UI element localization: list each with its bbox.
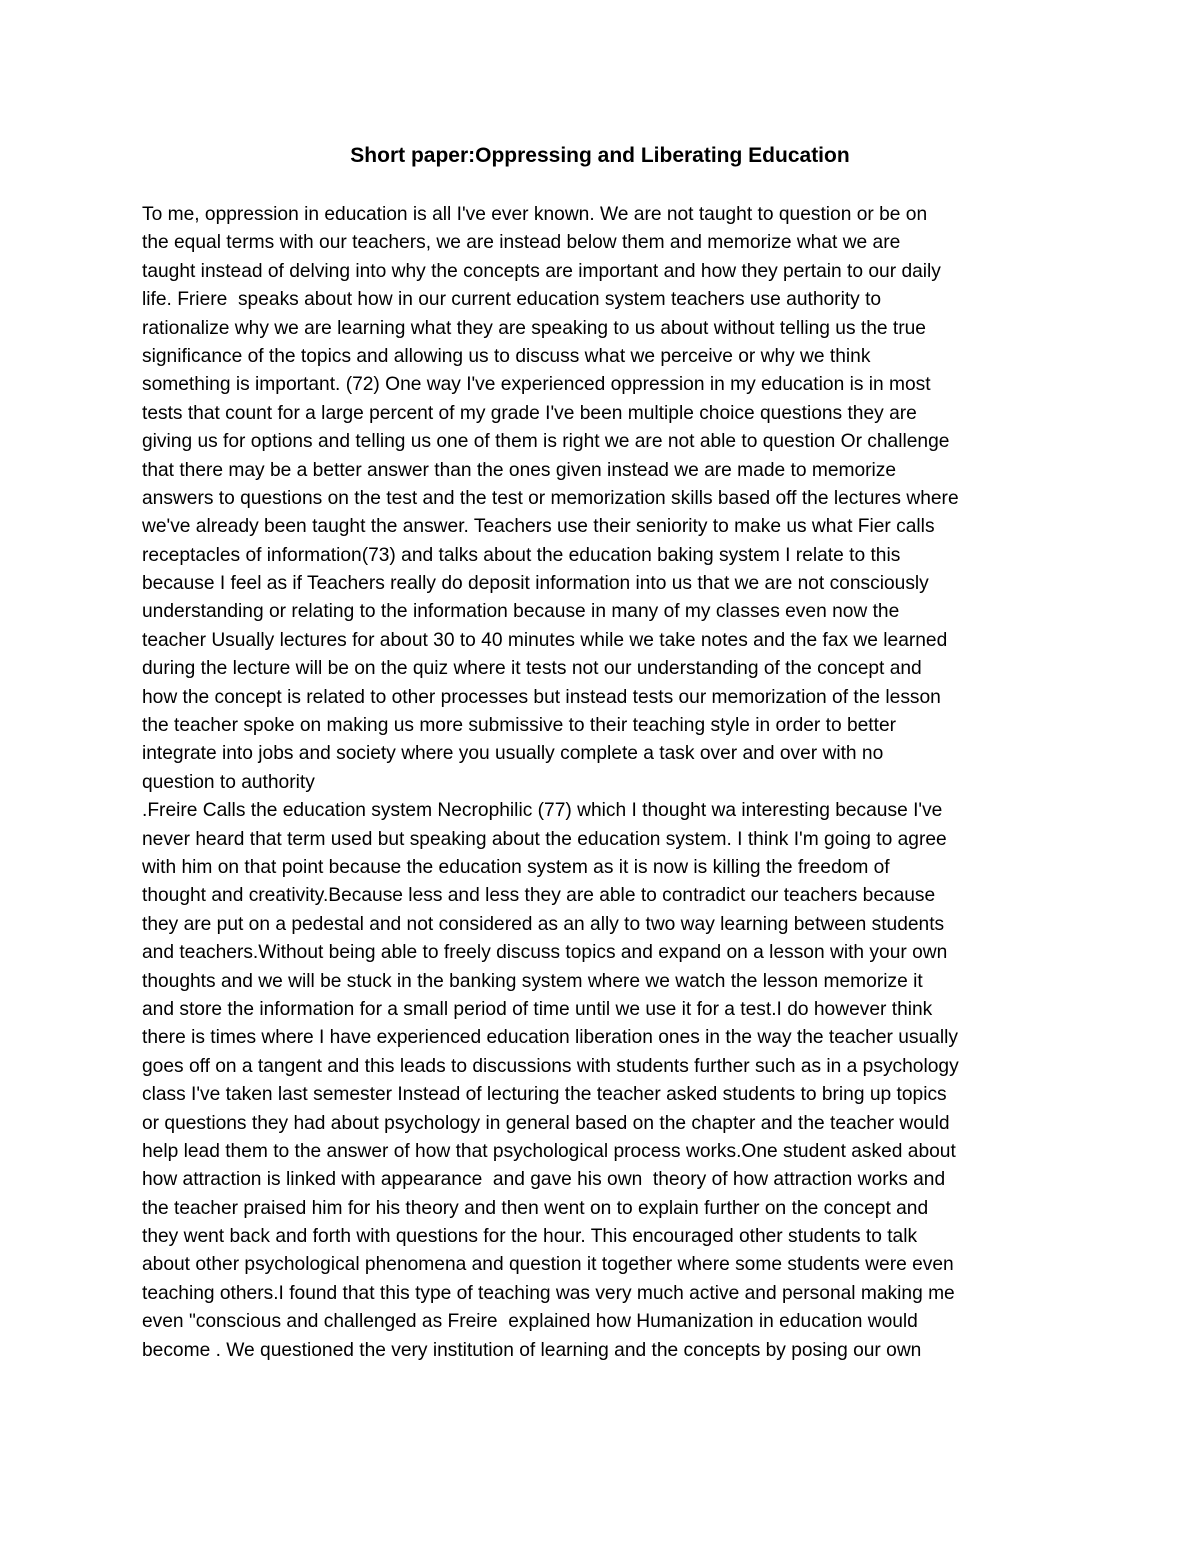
body-line: never heard that term used but speaking about the education system. I think I'm going to agree <box>142 828 947 850</box>
body-line: and teachers.Without being able to freely discuss topics and expand on a lesson with your own <box>142 942 948 964</box>
body-line: thought and creativity.Because less and less they are able to contradict our teachers because <box>142 885 936 907</box>
body-line: we've already been taught the answer. Teachers use their seniority to make us what Fier calls <box>142 516 935 538</box>
body-line: teaching others.I found that this type of teaching was very much active and personal making me <box>142 1282 955 1304</box>
body-line: To me, oppression in education is all I've ever known. We are not taught to question or be on <box>142 204 928 225</box>
body-line: or questions they had about psychology in general based on the chapter and the teacher would <box>142 1112 950 1134</box>
body-line: taught instead of delving into why the concepts are important and how they pertain to our daily <box>142 260 941 282</box>
body-line: they went back and forth with questions for the hour. This encouraged other students to talk <box>142 1226 918 1248</box>
body-line: life. Friere speaks about how in our current education system teachers use authority to <box>142 289 882 311</box>
body-line: become . We questioned the very institution of learning and the concepts by posing our own <box>142 1339 922 1361</box>
body-line: something is important. (72) One way I've experienced oppression in my education is in most <box>142 374 931 396</box>
body-line: there is times where I have experienced education liberation ones in the way the teacher usually <box>142 1027 958 1049</box>
document-title: Short paper:Oppressing and Liberating Education <box>350 144 850 167</box>
body-line: .Freire Calls the education system Necrophilic (77) which I thought wa interesting because I've <box>142 800 943 822</box>
body-line: significance of the topics and allowing us to discuss what we perceive or why we think <box>142 345 871 367</box>
body-line: integrate into jobs and society where you usually complete a task over and over with no <box>142 743 884 765</box>
body-line: they are put on a pedestal and not considered as an ally to two way learning between students <box>142 913 945 935</box>
body-line: the equal terms with our teachers, we are instead below them and memorize what we are <box>142 232 901 254</box>
body-line: goes off on a tangent and this leads to discussions with students further such as in a psychology <box>142 1055 959 1077</box>
body-line: receptacles of information(73) and talks about the education baking system I relate to this <box>142 544 901 566</box>
body-line: class I've taken last semester Instead of lecturing the teacher asked students to bring up topics <box>142 1084 947 1106</box>
body-line: the teacher praised him for his theory and then went on to explain further on the concept and <box>142 1197 929 1219</box>
body-line: tests that count for a large percent of my grade I've been multiple choice questions they are <box>142 402 917 424</box>
body-line: because I feel as if Teachers really do deposit information into us that we are not consciously <box>142 573 929 595</box>
body-line: understanding or relating to the information because in many of my classes even now the <box>142 601 900 623</box>
body-line: about other psychological phenomena and question it together where some students were even <box>142 1254 954 1276</box>
body-line: answers to questions on the test and the test or memorization skills based off the lectures where <box>142 487 959 509</box>
body-line: help lead them to the answer of how that psychological process works.One student asked about <box>142 1140 956 1162</box>
body-line: rationalize why we are learning what they are speaking to us about without telling us the true <box>142 317 926 339</box>
body-line: during the lecture will be on the quiz where it tests not our understanding of the concept and <box>142 658 922 680</box>
body-line: the teacher spoke on making us more submissive to their teaching style in order to better <box>142 715 897 737</box>
body-line: even "conscious and challenged as Freire explained how Humanization in education would <box>142 1311 918 1333</box>
body-line: that there may be a better answer than the ones given instead we are made to memorize <box>142 459 897 481</box>
document-body <box>142 201 1082 1365</box>
body-line: how the concept is related to other processes but instead tests our memorization of the lesson <box>142 686 941 708</box>
body-line: thoughts and we will be stuck in the banking system where we watch the lesson memorize it <box>142 970 923 992</box>
body-line: question to authority <box>142 771 315 793</box>
body-line: how attraction is linked with appearance and gave his own theory of how attraction works and <box>142 1169 946 1191</box>
body-line: teacher Usually lectures for about 30 to 40 minutes while we take notes and the fax we learned <box>142 629 948 651</box>
body-line: with him on that point because the education system as it is now is killing the freedom of <box>142 856 890 878</box>
body-line: giving us for options and telling us one of them is right we are not able to question Or challenge <box>142 431 950 453</box>
body-line: and store the information for a small period of time until we use it for a test.I do however think <box>142 998 933 1020</box>
